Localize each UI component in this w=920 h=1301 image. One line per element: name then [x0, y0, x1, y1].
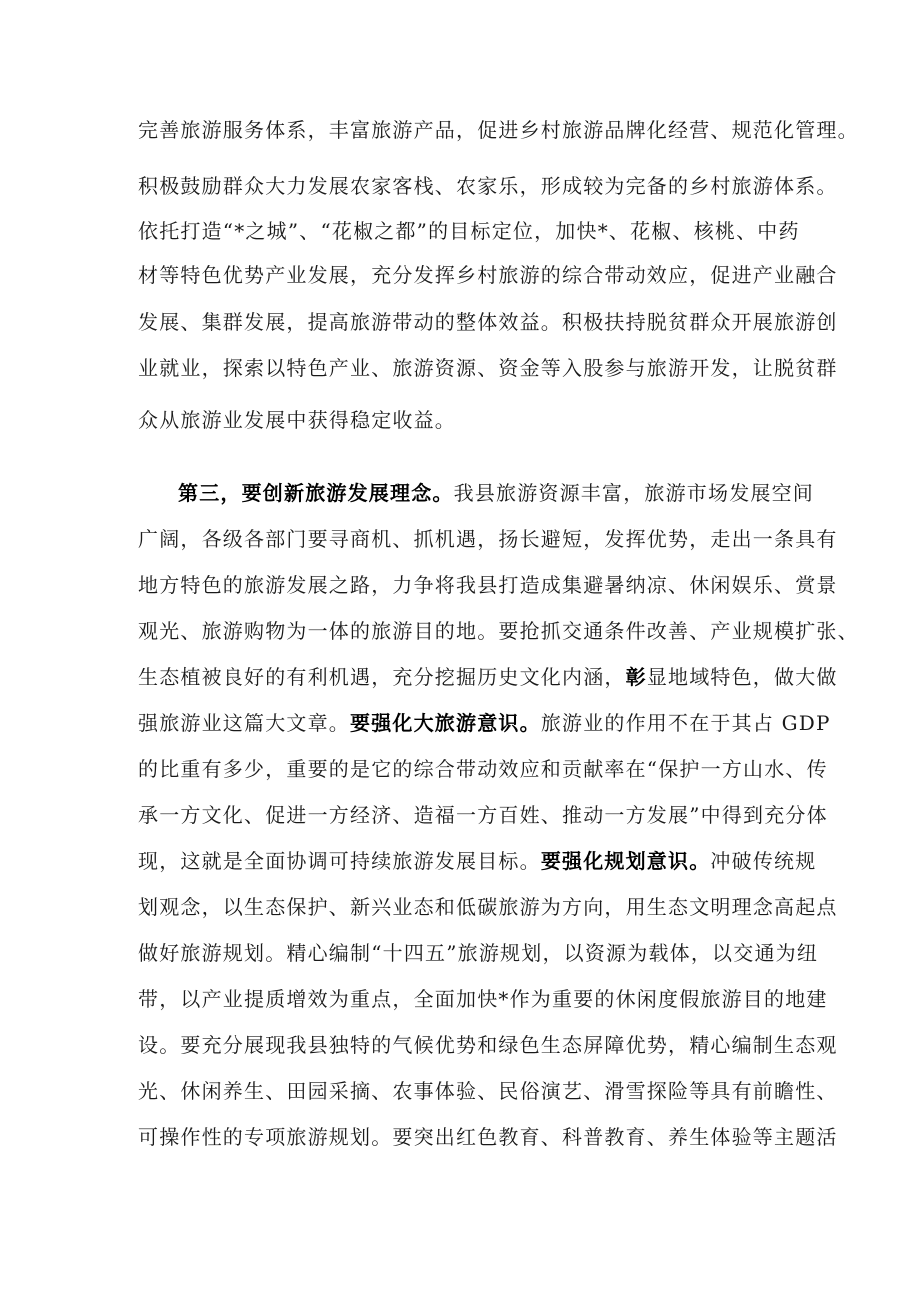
text-line: 材等特色优势产业发展，充分发挥乡村旅游的综合带动效应，促进产业融合	[138, 263, 838, 287]
text-line: 可操作性的专项旅游规划。要突出红色教育、科普教育、养生体验等主题活	[138, 1125, 838, 1149]
bold-phrase-tourism-awareness: 要强化大旅游意识。	[350, 711, 541, 735]
text-span: 旅游业的作用不在于其占 GDP	[540, 711, 831, 735]
text-line	[138, 662, 838, 692]
text-line: 的比重有多少，重要的是它的综合带动效应和贡献率在“保护一方山水、传	[138, 757, 828, 781]
text-span: 冲破传统规	[710, 849, 817, 873]
text-line: 积极鼓励群众大力发展农家客栈、农家乐，形成较为完备的乡村旅游体系。	[138, 174, 838, 198]
text-line: 依托打造“*之城”、“花椒之都”的目标定位，加快*、花椒、核桃、中药	[138, 219, 800, 243]
text-line	[178, 478, 814, 508]
text-line: 广阔，各级各部门要寻商机、抓机遇，扬长避短，发挥优势，走出一条具有	[138, 527, 838, 551]
text-line: 地方特色的旅游发展之路，力争将我县打造成集避暑纳凉、休闲娱乐、赏景	[138, 573, 838, 597]
text-line: 做好旅游规划。精心编制“十四五”旅游规划，以资源为载体，以交通为纽	[138, 941, 819, 965]
text-line: 众从旅游业发展中获得稳定收益。	[138, 408, 456, 432]
text-span: 生态植被良好的有利机遇，充分挖掘历史文化内涵，	[138, 665, 626, 689]
text-span: 显地域特色，做大做	[646, 665, 838, 689]
text-span: 强旅游业这篇大文章。	[138, 711, 350, 735]
text-line: 划观念，以生态保护、新兴业态和低碳旅游为方向，用生态文明理念高起点	[138, 895, 838, 919]
text-line	[138, 846, 816, 876]
bold-char: 彰	[625, 665, 647, 689]
text-line: 设。要充分展现我县独特的气候优势和绿色生态屏障优势，精心编制生态观	[138, 1033, 838, 1057]
text-line: 业就业，探索以特色产业、旅游资源、资金等入股参与旅游开发，让脱贫群	[138, 356, 838, 380]
text-line: 带，以产业提质增效为重点，全面加快*作为重要的休闲度假旅游目的地建	[138, 987, 828, 1011]
text-line: 完善旅游服务体系，丰富旅游产品，促进乡村旅游品牌化经营、规范化管理。	[138, 118, 859, 142]
bold-phrase-planning-awareness: 要强化规划意识。	[540, 849, 711, 873]
text-span: 现，这就是全面协调可持续旅游发展目标。	[138, 849, 541, 873]
text-line	[138, 708, 831, 738]
text-line: 光、休闲养生、田园采摘、农事体验、民俗演艺、滑雪探险等具有前瞻性、	[138, 1079, 838, 1103]
section-heading-third: 第三，要创新旅游发展理念。	[178, 481, 454, 505]
text-span: 我县旅游资源丰富，旅游市场发展空间	[453, 481, 815, 505]
text-line: 观光、旅游购物为一体的旅游目的地。要抢抓交通条件改善、产业规模扩张、	[138, 619, 859, 643]
text-line: 承一方文化、促进一方经济、造福一方百姓、推动一方发展”中得到充分体	[138, 803, 828, 827]
text-line: 发展、集群发展，提高旅游带动的整体效益。积极扶持脱贫群众开展旅游创	[138, 310, 838, 334]
